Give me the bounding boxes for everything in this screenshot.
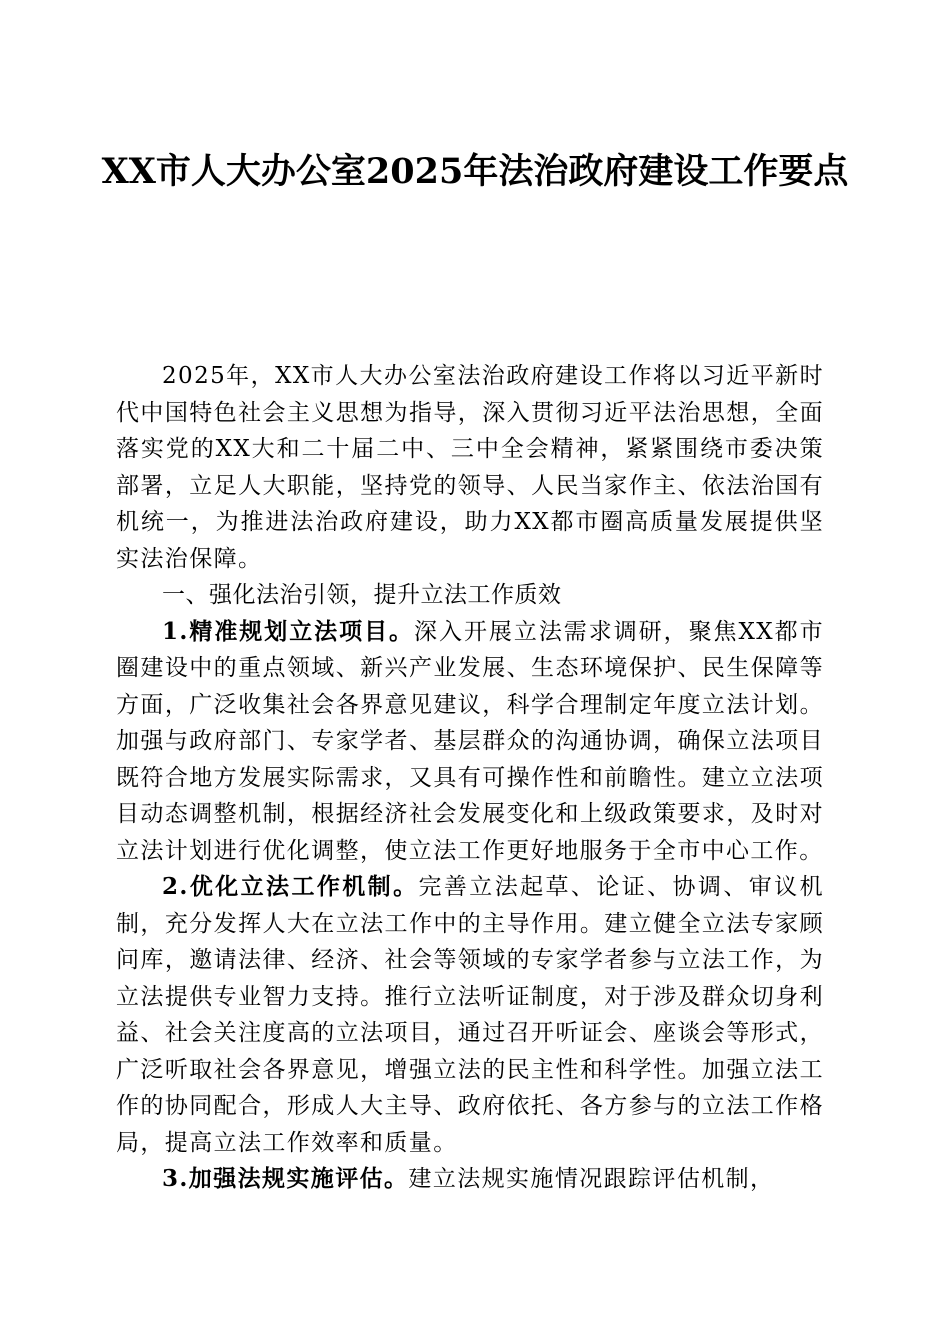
item-lead: 3.加强法规实施评估。 [162, 1165, 409, 1192]
document-title: XX市人大办公室2025年法治政府建设工作要点 [101, 151, 849, 192]
list-item [116, 869, 824, 1161]
item-text: 深入开展立法需求调研，聚焦XX都市圈建设中的重点领域、新兴产业发展、生态环境保护、民生保障等方面，广泛收集社会各界意见建议，科学合理制定年度立法计划。加强与政府部门、专家学者、基层群众的沟通协调，确保立法项目既符合地方发展实际需求，又具有可操作性和前瞻性。建立立法项目动态调整机制，根据经济社会发展变化和上级政策要求，及时对立法计划进行优化调整，使立法工作更好地服务于全市中心工作。 [116, 618, 824, 864]
item-text: 建立法规实施情况跟踪评估机制， [408, 1166, 775, 1192]
item-text: 完善立法起草、论证、协调、审议机制，充分发挥人大在立法工作中的主导作用。建立健全立法专家顾问库，邀请法律、经济、社会等领域的专家学者参与立法工作，为立法提供专业智力支持。推行立法听证制度，对于涉及群众切身利益、社会关注度高的立法项目，通过召开听证会、座谈会等形式，广泛听取社会各界意见，增强立法的民主性和科学性。加强立法工作的协同配合，形成人大主导、政府依托、各方参与的立法工作格局，提高立法工作效率和质量。 [116, 874, 824, 1156]
document-body [116, 358, 824, 1198]
item-lead: 2.优化立法工作机制。 [162, 873, 419, 900]
list-item [116, 614, 824, 870]
list-item [116, 1161, 824, 1198]
section-heading: 一、强化法治引领，提升立法工作质效 [162, 582, 562, 608]
item-lead: 1.精准规划立法项目。 [162, 617, 415, 645]
intro-paragraph: 2025年，XX市人大办公室法治政府建设工作将以习近平新时代中国特色社会主义思想为指导，深入贯彻习近平法治思想，全面落实党的XX大和二十届二中、三中全会精神，紧紧围绕市委决策部署，立足人大职能，坚持党的领导、人民当家作主、依法治国有机统一，为推进法治政府建设，助力XX都市圈高质量发展提供坚实法治保障。 [116, 363, 824, 572]
